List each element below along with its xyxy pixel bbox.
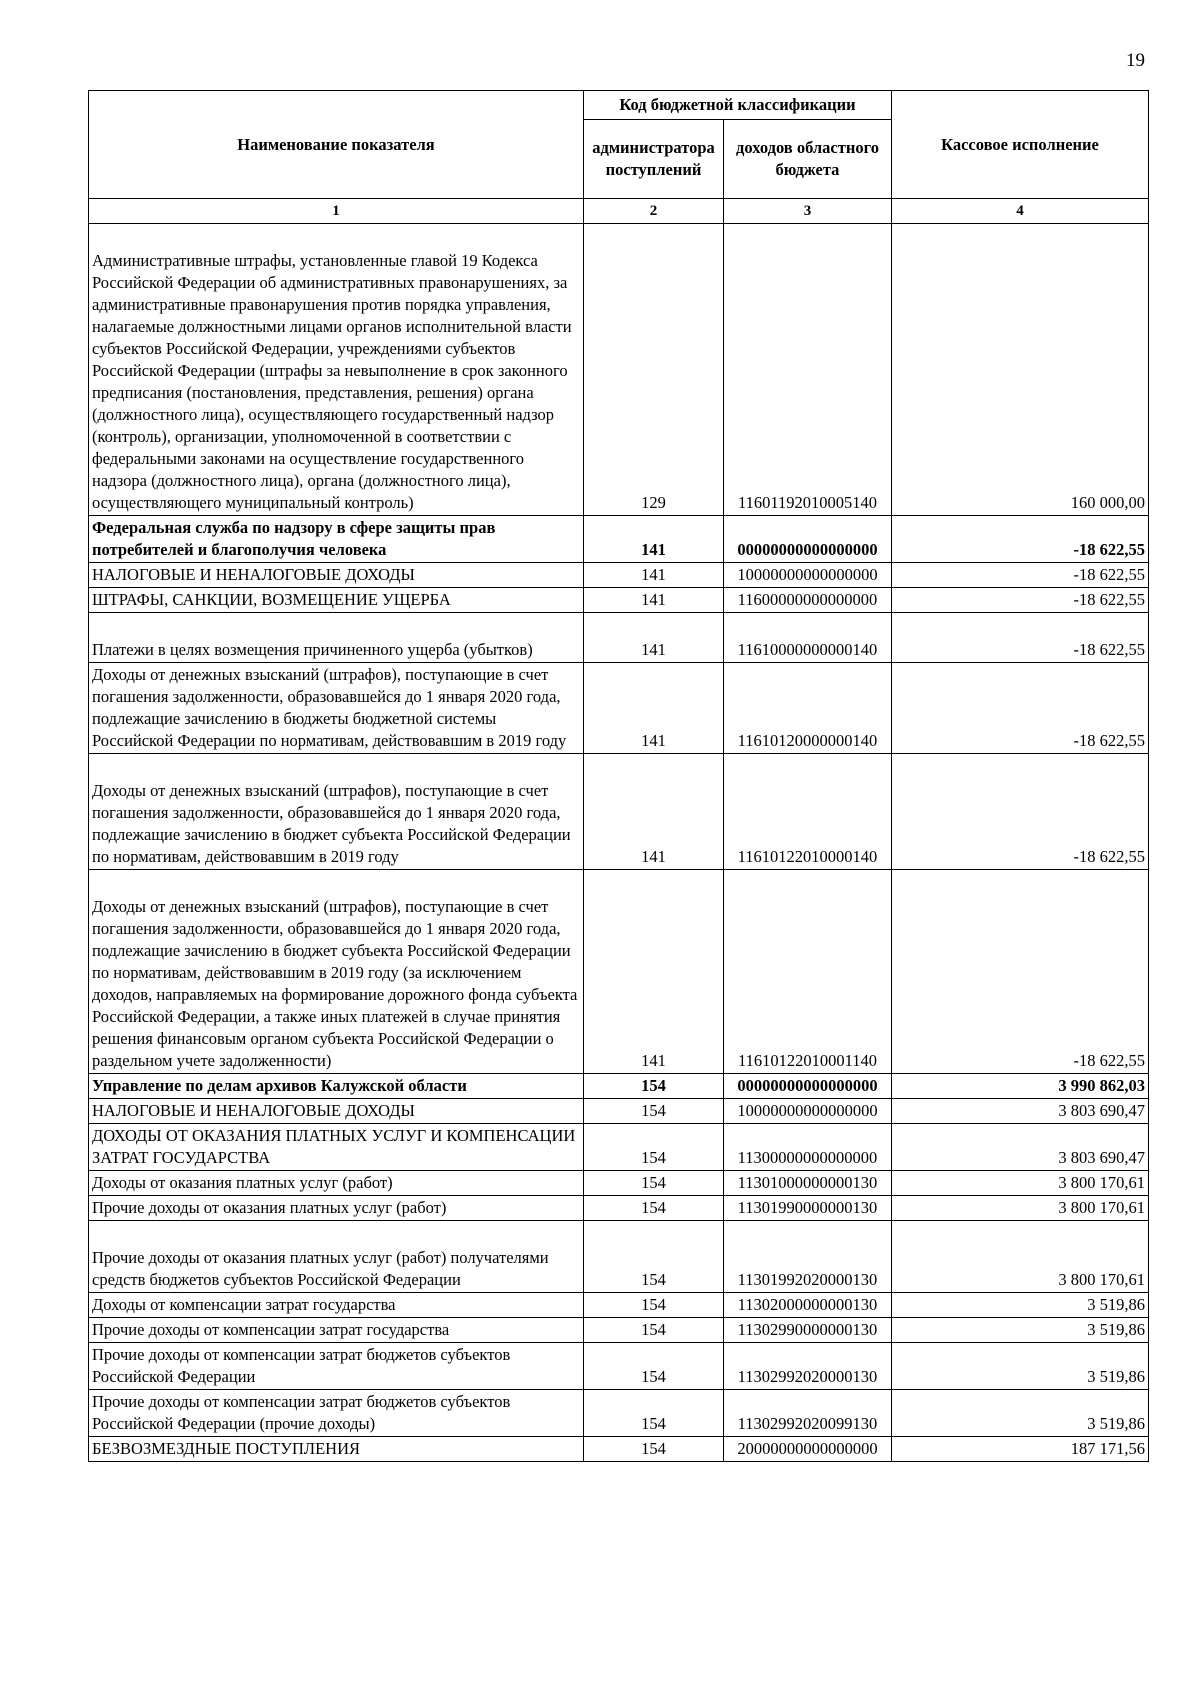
- row-admin-code-cell: 154: [584, 1343, 724, 1390]
- row-admin-code-cell: 154: [584, 1437, 724, 1462]
- row-amount-cell: 3 990 862,03: [892, 1074, 1149, 1099]
- header-col-number: 4: [892, 199, 1149, 224]
- table-row: [89, 224, 1149, 516]
- table-row: [89, 1437, 1149, 1462]
- row-name-cell: Доходы от денежных взысканий (штрафов), поступающие в счет погашения задолженности, образовавшейся до 1 января 2020 года, подлежащие зачислению в бюджеты бюджетной системы Российской Федерации по нормативам, действовавшим в 2019 году: [89, 663, 584, 754]
- row-income-code-cell: 11610000000000140: [724, 613, 892, 663]
- table-header: [89, 91, 1149, 224]
- header-col-number: 3: [724, 199, 892, 224]
- row-amount-cell: 3 519,86: [892, 1293, 1149, 1318]
- row-amount-cell: -18 622,55: [892, 663, 1149, 754]
- row-income-code-cell: 11302000000000130: [724, 1293, 892, 1318]
- budget-table: [88, 90, 1149, 1462]
- table-row: [89, 1343, 1149, 1390]
- page-number: 19: [1126, 50, 1145, 71]
- row-admin-code-cell: 154: [584, 1318, 724, 1343]
- row-admin-code-cell: 141: [584, 754, 724, 870]
- row-amount-cell: 3 800 170,61: [892, 1196, 1149, 1221]
- row-amount-cell: 3 519,86: [892, 1318, 1149, 1343]
- row-amount-cell: -18 622,55: [892, 754, 1149, 870]
- row-admin-code-cell: 154: [584, 1196, 724, 1221]
- row-income-code-cell: 11610120000000140: [724, 663, 892, 754]
- row-amount-cell: -18 622,55: [892, 870, 1149, 1074]
- table-row: [89, 663, 1149, 754]
- row-name-cell: Прочие доходы от оказания платных услуг (работ): [89, 1196, 584, 1221]
- row-name-cell: БЕЗВОЗМЕЗДНЫЕ ПОСТУПЛЕНИЯ: [89, 1437, 584, 1462]
- row-amount-cell: 160 000,00: [892, 224, 1149, 516]
- row-name-cell: НАЛОГОВЫЕ И НЕНАЛОГОВЫЕ ДОХОДЫ: [89, 563, 584, 588]
- row-income-code-cell: 11301992020000130: [724, 1221, 892, 1293]
- row-income-code-cell: 20000000000000000: [724, 1437, 892, 1462]
- row-name-cell: Прочие доходы от компенсации затрат бюджетов субъектов Российской Федерации (прочие доходы): [89, 1390, 584, 1437]
- row-income-code-cell: 11300000000000000: [724, 1124, 892, 1171]
- table-row: [89, 613, 1149, 663]
- table-row: [89, 1074, 1149, 1099]
- row-income-code-cell: 11301000000000130: [724, 1171, 892, 1196]
- row-admin-code-cell: 154: [584, 1221, 724, 1293]
- row-income-code-cell: 11601192010005140: [724, 224, 892, 516]
- row-name-cell: Доходы от денежных взысканий (штрафов), поступающие в счет погашения задолженности, образовавшейся до 1 января 2020 года, подлежащие зачислению в бюджет субъекта Российской Федерации по нормативам, действовавшим в 2019 году (за исключением доходов, направляемых на формирование дорожного фонда субъекта Российской Федерации, а также иных платежей в случае принятия решения финансовым органом субъекта Российской Федерации о раздельном учете задолженности): [89, 870, 584, 1074]
- header-admin-col: администратора поступлений: [584, 120, 724, 199]
- row-income-code-cell: 11600000000000000: [724, 588, 892, 613]
- row-admin-code-cell: 154: [584, 1099, 724, 1124]
- row-income-code-cell: 00000000000000000: [724, 1074, 892, 1099]
- row-income-code-cell: 10000000000000000: [724, 1099, 892, 1124]
- row-amount-cell: 3 803 690,47: [892, 1124, 1149, 1171]
- header-col-number: 1: [89, 199, 584, 224]
- row-admin-code-cell: 154: [584, 1124, 724, 1171]
- table-row: [89, 1196, 1149, 1221]
- row-name-cell: Федеральная служба по надзору в сфере защиты прав потребителей и благополучия человека: [89, 516, 584, 563]
- row-income-code-cell: 11610122010001140: [724, 870, 892, 1074]
- row-name-cell: Управление по делам архивов Калужской области: [89, 1074, 584, 1099]
- row-admin-code-cell: 154: [584, 1074, 724, 1099]
- row-admin-code-cell: 141: [584, 516, 724, 563]
- row-name-cell: НАЛОГОВЫЕ И НЕНАЛОГОВЫЕ ДОХОДЫ: [89, 1099, 584, 1124]
- row-name-cell: Прочие доходы от компенсации затрат государства: [89, 1318, 584, 1343]
- row-amount-cell: 3 800 170,61: [892, 1221, 1149, 1293]
- row-admin-code-cell: 141: [584, 613, 724, 663]
- table-row: [89, 516, 1149, 563]
- row-name-cell: ДОХОДЫ ОТ ОКАЗАНИЯ ПЛАТНЫХ УСЛУГ И КОМПЕНСАЦИИ ЗАТРАТ ГОСУДАРСТВА: [89, 1124, 584, 1171]
- row-income-code-cell: 00000000000000000: [724, 516, 892, 563]
- row-admin-code-cell: 129: [584, 224, 724, 516]
- header-income-col: доходов областного бюджета: [724, 120, 892, 199]
- table-row: [89, 1124, 1149, 1171]
- table-row: [89, 870, 1149, 1074]
- row-admin-code-cell: 154: [584, 1390, 724, 1437]
- row-income-code-cell: 11302992020000130: [724, 1343, 892, 1390]
- row-admin-code-cell: 141: [584, 563, 724, 588]
- table-row: [89, 1390, 1149, 1437]
- row-amount-cell: 3 519,86: [892, 1390, 1149, 1437]
- row-name-cell: Платежи в целях возмещения причиненного ущерба (убытков): [89, 613, 584, 663]
- row-admin-code-cell: 141: [584, 663, 724, 754]
- table-row: [89, 1221, 1149, 1293]
- row-income-code-cell: 10000000000000000: [724, 563, 892, 588]
- table-row: [89, 754, 1149, 870]
- row-name-cell: Доходы от оказания платных услуг (работ): [89, 1171, 584, 1196]
- row-amount-cell: 3 803 690,47: [892, 1099, 1149, 1124]
- row-name-cell: Прочие доходы от оказания платных услуг (работ) получателями средств бюджетов субъектов Российской Федерации: [89, 1221, 584, 1293]
- row-admin-code-cell: 141: [584, 870, 724, 1074]
- table-row: [89, 1318, 1149, 1343]
- header-exec-col: Кассовое исполнение: [892, 91, 1149, 199]
- row-admin-code-cell: 141: [584, 588, 724, 613]
- header-code-group: Код бюджетной классификации: [584, 91, 892, 120]
- table-row: [89, 1293, 1149, 1318]
- row-income-code-cell: 11301990000000130: [724, 1196, 892, 1221]
- table-body: [89, 224, 1149, 1462]
- row-income-code-cell: 11302990000000130: [724, 1318, 892, 1343]
- row-admin-code-cell: 154: [584, 1293, 724, 1318]
- row-amount-cell: 3 519,86: [892, 1343, 1149, 1390]
- table-row: [89, 563, 1149, 588]
- row-amount-cell: -18 622,55: [892, 588, 1149, 613]
- row-name-cell: Прочие доходы от компенсации затрат бюджетов субъектов Российской Федерации: [89, 1343, 584, 1390]
- header-name-col: Наименование показателя: [89, 91, 584, 199]
- row-amount-cell: 3 800 170,61: [892, 1171, 1149, 1196]
- row-name-cell: ШТРАФЫ, САНКЦИИ, ВОЗМЕЩЕНИЕ УЩЕРБА: [89, 588, 584, 613]
- table-row: [89, 588, 1149, 613]
- table-row: [89, 1171, 1149, 1196]
- row-name-cell: Доходы от компенсации затрат государства: [89, 1293, 584, 1318]
- row-amount-cell: -18 622,55: [892, 613, 1149, 663]
- row-income-code-cell: 11610122010000140: [724, 754, 892, 870]
- row-name-cell: Доходы от денежных взысканий (штрафов), поступающие в счет погашения задолженности, образовавшейся до 1 января 2020 года, подлежащие зачислению в бюджет субъекта Российской Федерации по нормативам, действовавшим в 2019 году: [89, 754, 584, 870]
- row-income-code-cell: 11302992020099130: [724, 1390, 892, 1437]
- row-amount-cell: 187 171,56: [892, 1437, 1149, 1462]
- header-col-number: 2: [584, 199, 724, 224]
- row-amount-cell: -18 622,55: [892, 516, 1149, 563]
- row-amount-cell: -18 622,55: [892, 563, 1149, 588]
- table-row: [89, 1099, 1149, 1124]
- row-admin-code-cell: 154: [584, 1171, 724, 1196]
- row-name-cell: Административные штрафы, установленные главой 19 Кодекса Российской Федерации об административных правонарушениях, за административные правонарушения против порядка управления, налагаемые должностными лицами органов исполнительной власти субъектов Российской Федерации, учреждениями субъектов Российской Федерации (штрафы за невыполнение в срок законного предписания (постановления, представления, решения) органа (должностного лица), осуществляющего государственный надзор (контроль), организации, уполномоченной в соответствии с федеральными законами на осуществление государственного надзора (должностного лица), органа (должностного лица), осуществляющего муниципальный контроль): [89, 224, 584, 516]
